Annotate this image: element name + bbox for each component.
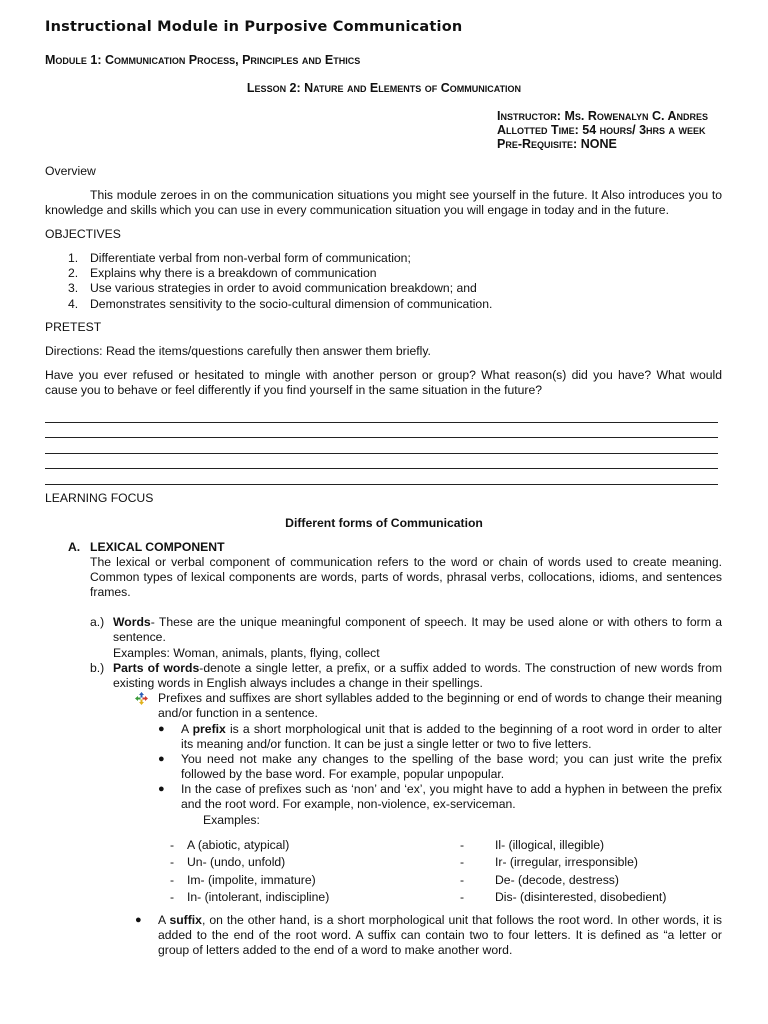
- section-subtitle: Different forms of Communication: [285, 516, 483, 530]
- item-a-label: a.): [90, 615, 105, 629]
- instructor-line: Instructor: Ms. Rowenalyn C. Andres: [497, 109, 709, 123]
- item-a-text: Words- These are the unique meaningful component of speech. It may be used alone or with others to form a sentence.: [113, 615, 722, 644]
- objective-item: 2. Explains why there is a breakdown of communication: [68, 266, 377, 281]
- answer-line[interactable]: [45, 438, 718, 454]
- examples-label: Examples:: [203, 813, 260, 827]
- example-item: - In- (intolerant, indiscipline): [170, 889, 330, 904]
- four-color-arrow-bullet-icon: [135, 692, 148, 705]
- answer-lines[interactable]: [45, 407, 718, 485]
- prefix-intro: Prefixes and suffixes are short syllables added to the beginning or end of words to change their meaning and/or function in a sentence.: [158, 691, 722, 720]
- overview-heading: Overview: [45, 164, 96, 178]
- example-item: - A (abiotic, atypical): [170, 838, 290, 852]
- examples-right-column: [460, 837, 667, 906]
- prefix-bullet: You need not make any changes to the spelling of the base word; you can just write the prefix followed by the base word. For example, popular unpopular.: [181, 752, 722, 781]
- example-item: - De- (decode, destress): [460, 872, 619, 887]
- objective-item: 1. Differentiate verbal from non-verbal form of communication;: [68, 251, 411, 265]
- item-b-text: Parts of words-denote a single letter, a prefix, or a suffix added to words. The construction of new words from existing words in English always includes a change in their spellings.: [113, 661, 723, 690]
- bullet-icon: ●: [158, 753, 165, 765]
- pretest-directions: Directions: Read the items/questions carefully then answer them briefly.: [45, 344, 431, 358]
- bullet-icon: ●: [158, 723, 165, 735]
- item-b-label: b.): [90, 661, 105, 675]
- module-heading: Module 1: Communication Process, Principles and Ethics: [45, 53, 361, 67]
- objectives-heading: OBJECTIVES: [45, 227, 121, 241]
- answer-line[interactable]: [45, 469, 718, 485]
- prefix-bullet: A prefix is a short morphological unit that is added to the beginning of a root word in order to alter its meaning and/or function. It can be just a single letter or two to five letters.: [181, 722, 722, 751]
- example-item: - Im- (impolite, immature): [170, 872, 316, 887]
- examples-left-column: [170, 837, 330, 906]
- objective-item: 3. Use various strategies in order to avoid communication breakdown; and: [68, 281, 477, 296]
- answer-line[interactable]: [45, 454, 718, 470]
- example-item: - Il- (illogical, illegible): [460, 838, 605, 852]
- bullet-icon: ●: [135, 914, 142, 926]
- objective-item: 4. Demonstrates sensitivity to the socio-cultural dimension of communication.: [68, 296, 493, 311]
- example-item: - Dis- (disinterested, disobedient): [460, 889, 667, 904]
- prefix-bullet: In the case of prefixes such as ‘non’ and ‘ex’, you might have to add a hyphen in between the prefix and the root word. For example, non-violence, ex-serviceman.: [181, 782, 722, 811]
- lesson-heading: Lesson 2: Nature and Elements of Communication: [246, 81, 522, 95]
- example-item: - Ir- (irregular, irresponsible): [460, 855, 638, 870]
- answer-line[interactable]: [45, 423, 718, 439]
- item-a-examples: Examples: Woman, animals, plants, flying, collect: [113, 646, 380, 660]
- example-item: - Un- (undo, unfold): [170, 855, 286, 870]
- pretest-question: Have you ever refused or hesitated to mingle with another person or group? What reason(s) did you have? What would cause you to behave or feel differently if you find yourself in the same situation in the future?: [45, 368, 722, 397]
- suffix-bullet: A suffix, on the other hand, is a short morphological unit that follows the root word. In other words, it is added to the end of the root word. A suffix can contain two to four letters. It is defined as “a letter or group of letters added to the end of a word to make another word.: [158, 913, 722, 957]
- pretest-heading: PRETEST: [45, 320, 102, 334]
- learning-focus-heading: LEARNING FOCUS: [45, 491, 154, 505]
- overview-text: This module zeroes in on the communication situations you might see yourself in the future. It Also introduces you to knowledge and skills which you can use in every communication situation you will engage in today and in the future.: [45, 188, 722, 217]
- section-a-heading: A. LEXICAL COMPONENT: [68, 540, 225, 554]
- answer-line[interactable]: [45, 407, 718, 423]
- section-a-text: The lexical or verbal component of communication refers to the word or chain of words used to create meaning. Common types of lexical components are words, parts of words, phrasal verbs, collocations, idioms, and sentences frames.: [90, 555, 722, 599]
- course-info: [497, 109, 708, 151]
- prerequisite-line: Pre-Requisite: NONE: [497, 137, 617, 151]
- bullet-icon: ●: [158, 783, 165, 795]
- allotted-time-line: Allotted Time: 54 hours/ 3hrs a week: [497, 123, 706, 137]
- document-title: Instructional Module in Purposive Communication: [45, 19, 463, 35]
- objectives-list: [45, 251, 730, 312]
